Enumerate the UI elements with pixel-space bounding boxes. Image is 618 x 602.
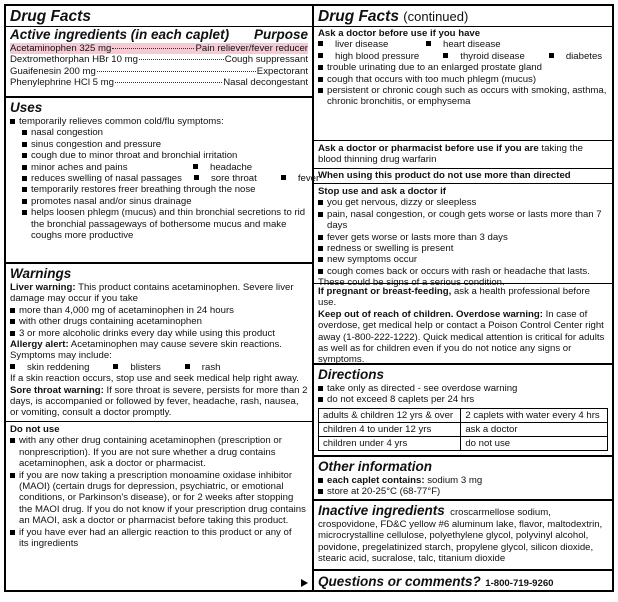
questions-heading: Questions or comments? <box>318 574 481 589</box>
active-header <box>10 27 308 43</box>
pregnancy-overdose-section: If pregnant or breast-feeding, ask a health professional before use. Keep out of reach of children. Overdose warning: In case of overdose, get medical help or contact a Poison Control Center right away (1-800-222-1222). Quick medical attention is critical for adults as well as for children even if you do not notice any signs or symptoms. <box>314 283 612 363</box>
table-row: children under 4 yrs do not use <box>319 436 608 450</box>
questions-section <box>314 569 612 590</box>
ask-pharmacist-section: Ask a doctor or pharmacist before use if you are taking the blood thinning drug warfarin <box>314 140 612 168</box>
right-column <box>314 6 612 590</box>
stop-use-section: Stop use and ask a doctor if you get nervous, dizzy or sleepless pain, nasal congestion, or cough gets worse or lasts more than 7 days fever gets worse or lasts more than 3 days redness or swelling is present new symptoms occur cough comes back or occurs with rash or headache that lasts. These could be signs of a serious condition. <box>314 183 612 283</box>
active-ingredients-section <box>6 6 312 96</box>
active-heading: Active ingredients (in each caplet) <box>10 27 230 42</box>
continue-arrow-icon <box>301 579 308 587</box>
do-not-use-heading: Do not use <box>10 423 60 435</box>
active-row: Guaifenesin 200 mg Expectorant <box>10 65 308 77</box>
purpose-heading: Purpose <box>253 27 308 42</box>
other-info-heading: Other information <box>318 459 432 474</box>
table-row: children 4 to under 12 yrs ask a doctor <box>319 422 608 436</box>
active-row: Acetaminophen 325 mg Pain reliever/fever reducer <box>10 43 308 54</box>
left-column <box>6 6 320 590</box>
inactive-ingredients-section: Inactive ingredients croscarmellose sodium, crospovidone, FD&C yellow #6 aluminum lake, flavor, maltodextrin, microcrystalline cellulose, polyethylene glycol, polyvinyl alcohol, povidone, pregelatinized starch, propylene glycol, silicon dioxide, stearic acid, sucralose, talc, titanium dioxide <box>314 499 612 569</box>
ask-doctor-section: Drug Facts (continued) Ask a doctor before use if you have liver disease heart disease high blood pressure thyroid disease diabetes trouble urinating due to an enlarged prostate gland cough that occurs with too much phlegm (mucus) persistent or chronic cough such as occurs with smoking, asthma, chronic bronchitis, or emphysema <box>314 6 612 140</box>
uses-heading: Uses <box>10 100 43 115</box>
phone-number: 1-800-719-9260 <box>485 578 554 589</box>
warnings-heading: Warnings <box>10 266 72 281</box>
active-row: Dextromethorphan HBr 10 mg Cough suppressant <box>10 54 308 66</box>
active-row: Phenylephrine HCl 5 mg Nasal decongestant <box>10 77 308 89</box>
uses-section: Uses temporarily relieves common cold/flu symptoms: nasal congestion sinus congestion and pressure cough due to minor throat and bronchial irritation minor aches and pains headache reduces swelling of nasal passages sore throat fever temporarily restores freer breathing through the nose promotes nasal and/or sinus drainage helps loosen phlegm (mucus) and thin bronchial secretions to rid the bronchial passageways of bothersome mucus and make coughs more productive <box>6 96 312 262</box>
drug-facts-label <box>4 4 614 592</box>
when-using-section: When using this product do not use more than directed <box>314 168 612 183</box>
drug-facts-continued-title: Drug Facts <box>318 8 399 25</box>
other-info-section: Other information each caplet contains: sodium 3 mg store at 20-25°C (68-77°F) <box>314 455 612 499</box>
directions-heading: Directions <box>318 367 385 382</box>
dosage-table <box>318 408 608 451</box>
table-row: adults & children 12 yrs & over 2 caplets with water every 4 hrs <box>319 408 608 422</box>
drug-facts-title: Drug Facts <box>10 8 91 25</box>
directions-section: Directions take only as directed - see overdose warning do not exceed 8 caplets per 24 hrs adults & children 12 yrs & over 2 caplets with water every 4 hrs children 4 to under 12 yrs ask a doctor children under 4 yrs do not use <box>314 363 612 455</box>
warnings-section: Warnings Liver warning: This product contains acetaminophen. Severe liver damage may occur if you take more than 4,000 mg of acetaminophen in 24 hours with other drugs containing acetaminophen 3 or more alcoholic drinks every day while using this product Allergy alert: Acetaminophen may cause severe skin reactions. Symptoms may include: skin reddening blisters rash If a skin reaction occurs, stop use and seek medical help right away. Sore throat warning: If sore throat is severe, persists for more than 2 days, is accompanied or followed by fever, headache, rash, nausea, or vomiting, consult a doctor promptly. Do not use with any other drug containing acetaminophen (prescription or nonprescription). If you are not sure whether a drug contains acetaminophen, ask a doctor or pharmacist. if you are now taking a prescription monoamine oxidase inhibitor (MAOI) (certain drugs for depression, psychiatric, or emotional conditions, or Parkinson's disease), or for 2 weeks after stopping the MAOI drug. If you do not know if your prescription drug contains an MAOI, ask a doctor or pharmacist before taking this product. if you have ever had an allergic reaction to this product or any of its ingredients <box>6 262 312 590</box>
inactive-heading: Inactive ingredients <box>318 503 445 518</box>
